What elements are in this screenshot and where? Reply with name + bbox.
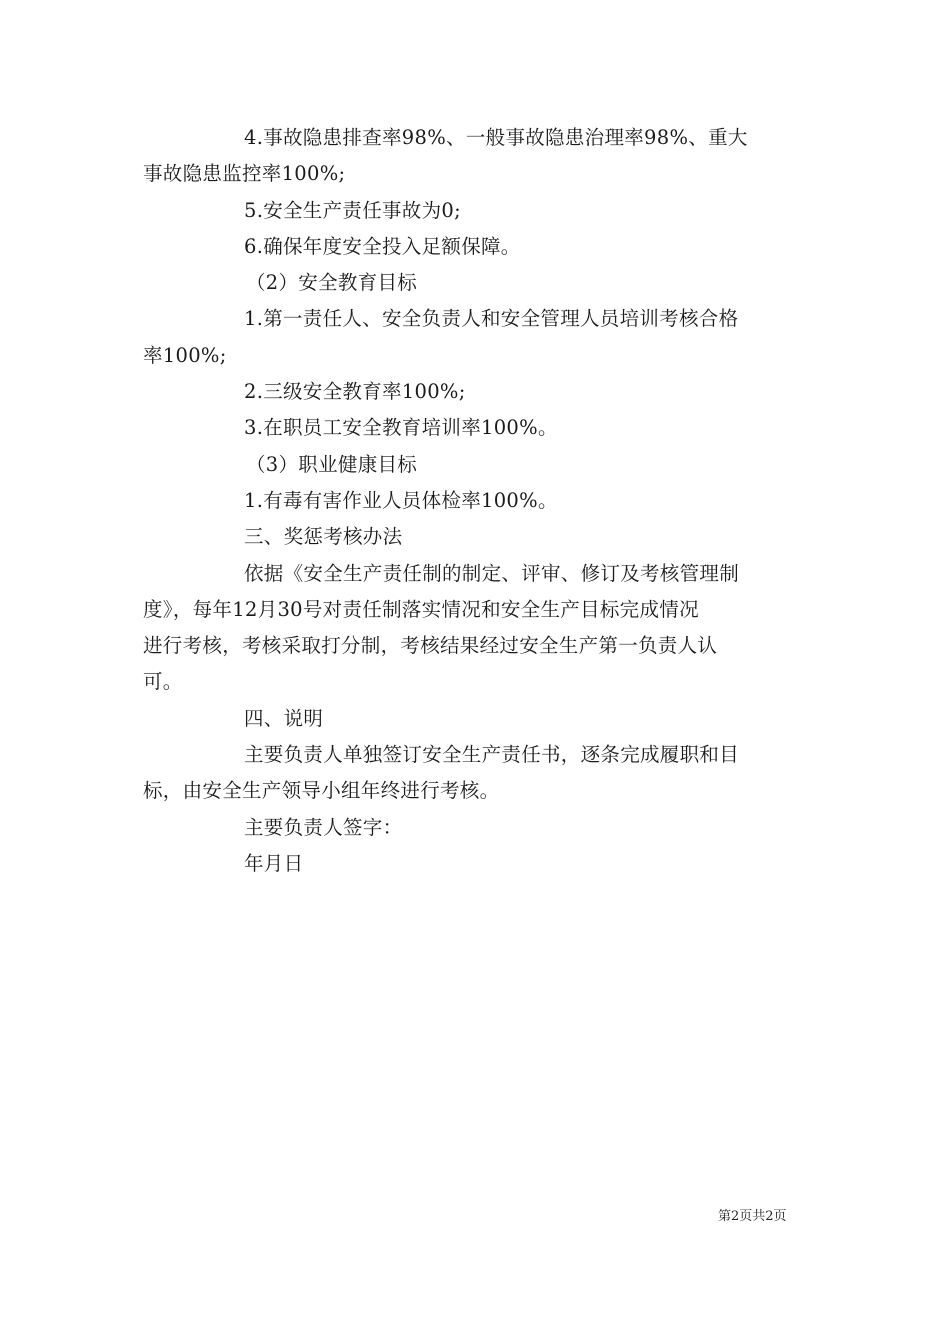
- paragraph-line: 2.三级安全教育率100%;: [244, 380, 466, 404]
- page-number: 第2页共2页: [718, 1209, 787, 1224]
- paragraph-line: 可。: [143, 670, 183, 694]
- paragraph-line: 5.安全生产责任事故为0;: [244, 198, 461, 222]
- paragraph-line: 4.事故隐患排查率98%、一般事故隐患治理率98%、重大: [244, 126, 748, 149]
- paragraph-line: 进行考核，考核采取打分制，考核结果经过安全生产第一负责人认: [143, 634, 718, 658]
- paragraph-line: 标，由安全生产领导小组年终进行考核。: [143, 779, 500, 803]
- signature-label: 主要负责人签字：: [244, 815, 403, 839]
- paragraph-line: 度》，每年12月30号对责任制落实情况和安全生产目标完成情况: [143, 597, 699, 621]
- section-heading: 三、奖惩考核办法: [244, 525, 403, 549]
- paragraph-line: 1.第一责任人、安全负责人和安全管理人员培训考核合格: [244, 307, 739, 331]
- paragraph-line: 事故隐患监控率100%;: [143, 162, 346, 186]
- paragraph-line: 1.有毒有害作业人员体检率100%。: [244, 488, 558, 512]
- section-heading: （2）安全教育目标: [246, 271, 418, 295]
- paragraph-line: 率100%;: [143, 343, 227, 367]
- paragraph-line: 依据《安全生产责任制的制定、评审、修订及考核管理制: [244, 561, 740, 585]
- paragraph-line: 3.在职员工安全教育培训率100%。: [244, 416, 558, 440]
- paragraph-line: 6.确保年度安全投入足额保障。: [244, 234, 521, 258]
- date-label: 年月日: [244, 851, 304, 875]
- document-body: [143, 120, 808, 882]
- section-heading: （3）职业健康目标: [246, 452, 418, 476]
- section-heading: 四、说明: [244, 706, 324, 730]
- paragraph-line: 主要负责人单独签订安全生产责任书，逐条完成履职和目: [244, 743, 740, 767]
